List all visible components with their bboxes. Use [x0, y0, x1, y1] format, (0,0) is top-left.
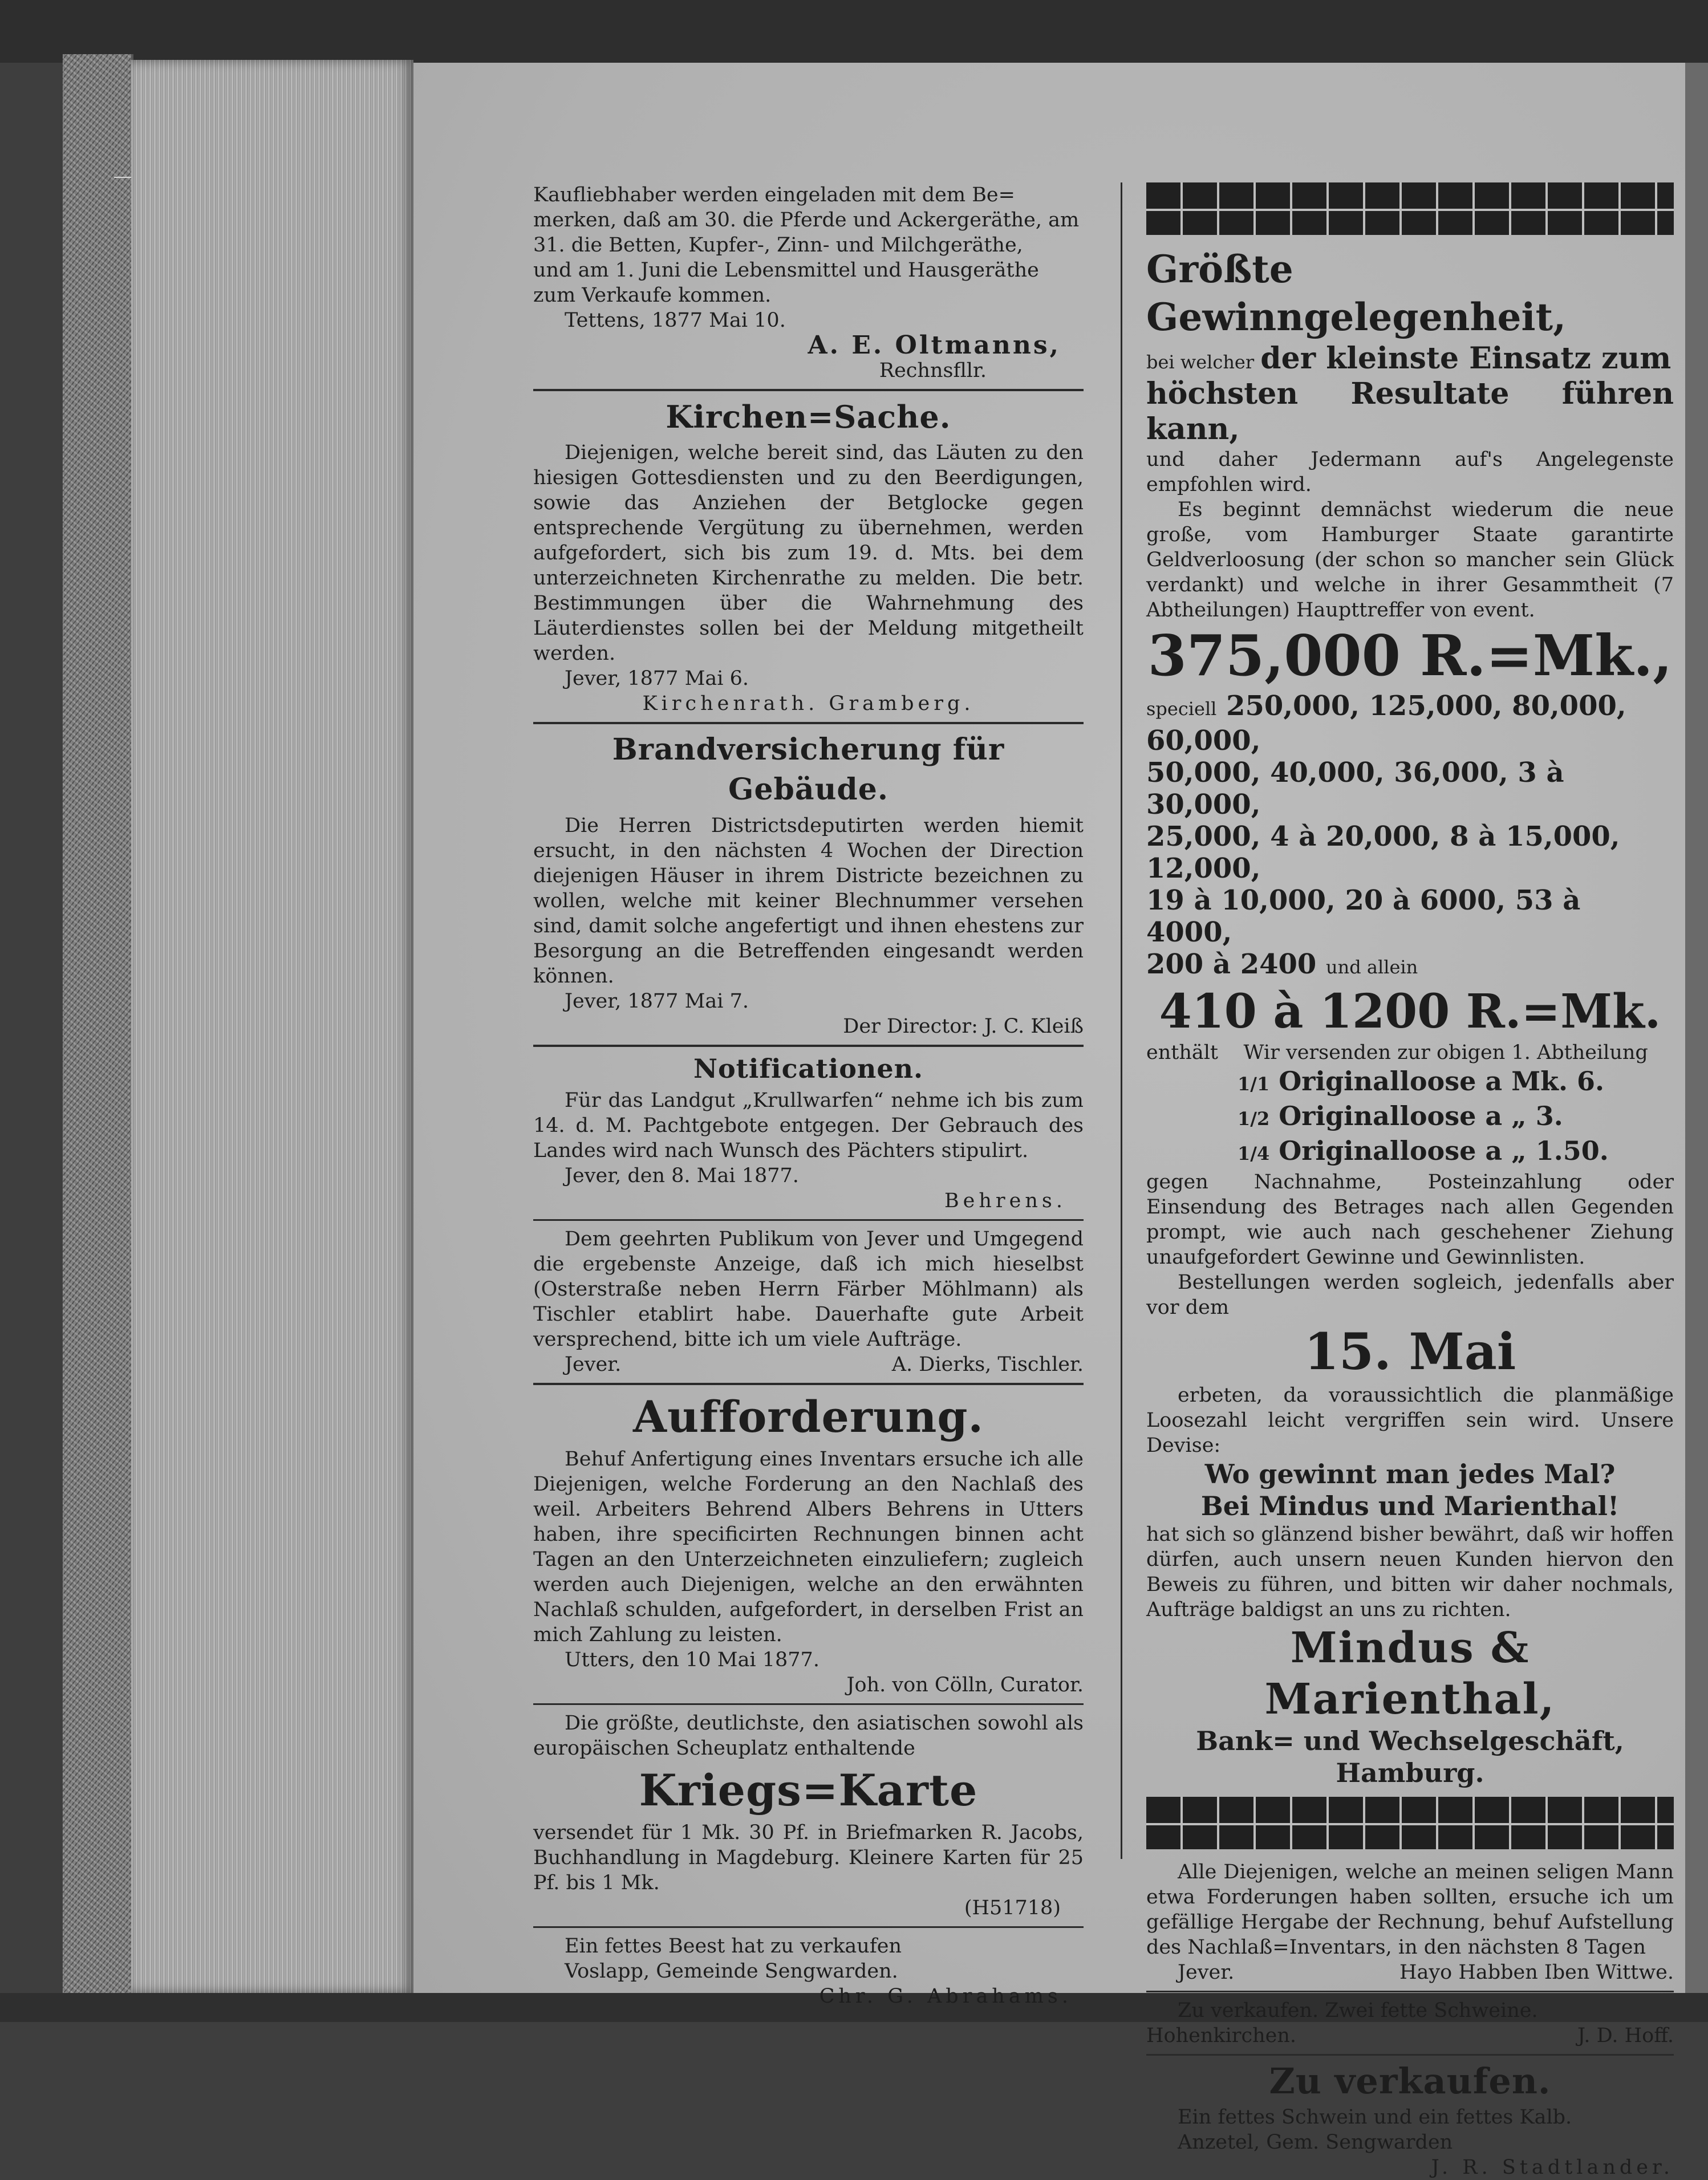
- ad-body: Behuf Anfertigung eines Inventars ersuche ich alle Diejenigen, welche Forderung an den Nachlaß des weil. Arbeiters Behrend Albers Behrens in Utters haben, ihre specificirten Rechnungen binnen acht Tagen an den Unterzeichneten einzuliefern; zugleich werden auch Diejenigen, welche an den erwähnten Nachlaß schulden, aufgefordert, in derselben Frist an mich Zahlung zu leisten.: [533, 1448, 1084, 1646]
- ad-title: Brandversicherung für Gebäude.: [612, 732, 1005, 807]
- firm-subtitle: Bank= und Wechselgeschäft,: [1196, 1726, 1624, 1756]
- ad-intro: Die größte, deutlichste, den asiatischen sowohl als europäischen Scheuplatz enthaltende: [533, 1712, 1084, 1760]
- signature-row: [1146, 1960, 1674, 1985]
- place: Anzetel, Gem. Sengwarden: [1178, 2131, 1453, 2154]
- motto-line: Wo gewinnt man jedes Mal?: [1204, 1459, 1616, 1489]
- lot-fraction: 1/2: [1238, 1108, 1270, 1130]
- ad-title: Kirchen=Sache.: [666, 399, 951, 435]
- brand-notice: [533, 730, 1084, 1039]
- prize-list-line: 50,000, 40,000, 36,000, 3 à 30,000,: [1146, 757, 1564, 821]
- prize-list-line: 250,000, 125,000, 80,000, 60,000,: [1146, 690, 1626, 757]
- lot-price: „ 3.: [1511, 1101, 1563, 1131]
- ad-bold-line: höchsten Resultate führen kann,: [1146, 376, 1674, 446]
- signature: A. Dierks, Tischler.: [891, 1353, 1084, 1376]
- ad-body: Es beginnt demnächst wiederum die neue große, vom Hamburger Staate garantirte Geldverloosung (der schon so mancher sein Glück verdankt) und welche in ihrer Gesammtheit (7 Abtheilungen) Haupttreffer von event.: [1146, 498, 1674, 622]
- ad-body: Die Herren Districtsdeputirten werden hiemit ersucht, in den nächsten 4 Wochen der Direction diejenigen Häuser in ihrem Districte bezeichnen zu wollen, welche mit keiner Blechnummer versehen sind, damit solche angefertigt und ihnen ehestens zur Besorgung an die Betreffenden eingesandt werden können.: [533, 814, 1084, 988]
- place-date: Tettens, 1877 Mai 10.: [565, 309, 786, 332]
- text-line: merken, daß am 30. die Pferde und Ackergeräthe, am: [533, 209, 1080, 232]
- notification-notice: [533, 1053, 1084, 1213]
- sale-notice: [533, 182, 1084, 383]
- column-divider: [1121, 182, 1122, 1859]
- ad-heading: Größte Gewinngelegenheit,: [1146, 247, 1567, 339]
- ad-text: bei welcher: [1146, 351, 1255, 373]
- signature: Kirchenrath. Gramberg.: [642, 692, 975, 715]
- nachlass-notice: [1146, 1860, 1674, 1985]
- signature: J. D. Hoff.: [1577, 2024, 1674, 2047]
- ad-title: Kriegs=Karte: [639, 1765, 978, 1816]
- signature: Joh. von Cölln, Curator.: [846, 1674, 1084, 1696]
- scan-background: [0, 0, 1708, 63]
- signature: Behrens.: [944, 1190, 1066, 1212]
- ad-line: Voslapp, Gemeinde Sengwarden.: [565, 1960, 898, 1983]
- lot-price: Mk. 6.: [1511, 1066, 1605, 1097]
- motto-line: Bei Mindus und Marienthal!: [1200, 1491, 1620, 1521]
- ad-title: Aufforderung.: [633, 1391, 984, 1442]
- lot-fraction: 1/1: [1238, 1073, 1270, 1095]
- signature-row: [1146, 2023, 1674, 2048]
- lot-row: [1146, 1065, 1674, 1100]
- cover-corner-mark: [114, 80, 132, 178]
- page-edges: [131, 60, 413, 1993]
- place: Jever.: [1178, 1961, 1235, 1984]
- ad-body: erbeten, da voraussichtlich die planmäßige Loosezahl leicht vergriffen sein wird. Unsere Devise:: [1146, 1384, 1674, 1457]
- divider: [533, 1703, 1084, 1705]
- decorative-border-bottom: [1146, 1797, 1674, 1849]
- place: Hohenkirchen.: [1146, 2024, 1297, 2047]
- lot-text: Originalloose a: [1279, 1066, 1503, 1097]
- divider: [1146, 1991, 1674, 1992]
- lot-price: „ 1.50.: [1511, 1135, 1609, 1166]
- ad-title: Zu verkaufen.: [1269, 2060, 1551, 2102]
- prize-list-line: 200 à 2400: [1146, 948, 1317, 980]
- lottery-ad: [1146, 245, 1674, 1789]
- signature: Hayo Habben Iben Wittwe.: [1399, 1961, 1674, 1984]
- aufforderung-notice: [533, 1391, 1084, 1698]
- place-date: Jever, 1877 Mai 6.: [565, 667, 749, 690]
- lot-fraction: 1/4: [1238, 1143, 1270, 1164]
- divider: [533, 722, 1084, 724]
- kirchen-notice: [533, 397, 1084, 716]
- signer-title: Rechnsfllr.: [879, 359, 987, 382]
- divider: [533, 1926, 1084, 1928]
- text-line: zum Verkaufe kommen.: [533, 284, 772, 307]
- signature: Chr. G. Abrahams.: [819, 1985, 1072, 2008]
- place-date: Utters, den 10 Mai 1877.: [565, 1649, 819, 1671]
- ad-text: Wir versenden zur obigen 1. Abtheilung: [1243, 1041, 1648, 1064]
- firm-city: Hamburg.: [1336, 1757, 1484, 1788]
- decorative-border-top: [1146, 182, 1674, 235]
- signature: J. R. Stadtlander.: [1431, 2156, 1674, 2179]
- place-date: Jever, den 8. Mai 1877.: [565, 1164, 799, 1187]
- ad-text: und allein: [1326, 956, 1418, 978]
- deadline-date: 15. Mai: [1304, 1322, 1516, 1381]
- tischler-notice: [533, 1227, 1084, 1377]
- divider: [533, 1383, 1084, 1385]
- text-line: und am 1. Juni die Lebensmittel und Hausgeräthe: [533, 259, 1039, 282]
- ad-text: enthält: [1146, 1041, 1218, 1064]
- place: Jever.: [565, 1353, 622, 1376]
- beest-ad: [533, 1934, 1084, 2009]
- lot-text: Originalloose a: [1279, 1135, 1503, 1166]
- divider: [533, 389, 1084, 391]
- kriegs-karte-ad: [533, 1711, 1084, 1921]
- prize-list-line: 19 à 10,000, 20 à 6000, 53 à 4000,: [1146, 884, 1581, 948]
- ad-body: Diejenigen, welche bereit sind, das Läuten zu den hiesigen Gottesdiensten und zu den Beerdigungen, sowie das Anziehen der Betglocke gegen entsprechende Vergütung zu übernehmen, werden aufgefordert, sich bis zum 19. d. Mts. bei dem unterzeichneten Kirchenrathe zu melden. Die betr. Bestimmungen über die Wahrnehmung des Läuterdienstes sollen bei der Meldung mitgetheilt werden.: [533, 441, 1084, 665]
- ad-line: Ein fettes Schwein und ein fettes Kalb.: [1178, 2106, 1572, 2129]
- ad-line: Zu verkaufen. Zwei fette Schweine.: [1178, 1999, 1538, 2022]
- ad-body: versendet für 1 Mk. 30 Pf. in Briefmarken R. Jacobs, Buchhandlung in Magdeburg. Kleinere Karten für 25 Pf. bis 1 Mk.: [533, 1821, 1084, 1894]
- ad-text: und daher Jedermann auf's Angelegenste empfohlen wird.: [1146, 448, 1674, 496]
- page-gutter: [1685, 63, 1708, 1993]
- signature: Der Director: J. C. Kleiß: [843, 1015, 1084, 1038]
- ad-text: speciell: [1146, 698, 1217, 720]
- divider: [1146, 2054, 1674, 2056]
- lot-row: [1146, 1135, 1674, 1170]
- ad-body: hat sich so glänzend bisher bewährt, daß wir hoffen dürfen, auch unsern neuen Kunden hiervon den Beweis zu führen, und bitten wir daher nochmals, Aufträge baldigst an uns zu richten.: [1146, 1523, 1674, 1621]
- ad-body: Alle Diejenigen, welche an meinen seligen Mann etwa Forderungen haben sollten, ersuche ich um gefällige Hergabe der Rechnung, behuf Aufstellung des Nachlaß=Inventars, in den nächsten 8 Tagen: [1146, 1861, 1674, 1959]
- ad-code: (H51718): [964, 1897, 1061, 1919]
- ad-body: Dem geehrten Publikum von Jever und Umgegend die ergebenste Anzeige, daß ich mich hieselbst (Osterstraße neben Herrn Färber Möhlmann) als Tischler etablirt habe. Dauerhafte gute Arbeit versprechend, bitte ich um viele Aufträge.: [533, 1228, 1084, 1351]
- signature-row: [533, 1352, 1084, 1377]
- right-column: [1146, 182, 1674, 2180]
- prize-list-line: 25,000, 4 à 20,000, 8 à 15,000, 12,000,: [1146, 821, 1620, 884]
- kalb-ad: [1146, 2061, 1674, 2180]
- ad-title: Notificationen.: [693, 1053, 924, 1084]
- jackpot-amount: 375,000 R.=Mk.,: [1147, 623, 1673, 689]
- ad-line: Ein fettes Beest hat zu verkaufen: [565, 1935, 902, 1958]
- book-cover-marbled: [63, 54, 133, 1993]
- place-date: Jever, 1877 Mai 7.: [565, 990, 749, 1013]
- ad-bold-line: der kleinste Einsatz zum: [1260, 341, 1672, 376]
- divider: [533, 1045, 1084, 1047]
- ad-body: Für das Landgut „Krullwarfen“ nehme ich bis zum 14. d. M. Pachtgebote entgegen. Der Gebrauch des Landes wird nach Wunsch des Pächters stipulirt.: [533, 1089, 1084, 1162]
- text-line: 31. die Betten, Kupfer-, Zinn- und Milchgeräthe,: [533, 234, 1023, 257]
- divider: [533, 1219, 1084, 1221]
- firm-name: Mindus & Marienthal,: [1264, 1623, 1556, 1724]
- signature: A. E. Oltmanns,: [808, 331, 1061, 360]
- prize-amount: 410 à 1200 R.=Mk.: [1159, 984, 1661, 1039]
- schweine-ad: [1146, 1998, 1674, 2048]
- left-column: [533, 182, 1084, 2009]
- lot-text: Originalloose a: [1279, 1101, 1503, 1131]
- text-line: Kaufliebhaber werden eingeladen mit dem Be=: [533, 184, 1015, 206]
- lot-row: [1146, 1100, 1674, 1135]
- ad-body: gegen Nachnahme, Posteinzahlung oder Einsendung des Betrages nach allen Gegenden prompt, wie auch nach geschehener Ziehung unaufgefordert Gewinne und Gewinnlisten.: [1146, 1171, 1674, 1269]
- ad-body: Bestellungen werden sogleich, jedenfalls aber vor dem: [1146, 1271, 1674, 1319]
